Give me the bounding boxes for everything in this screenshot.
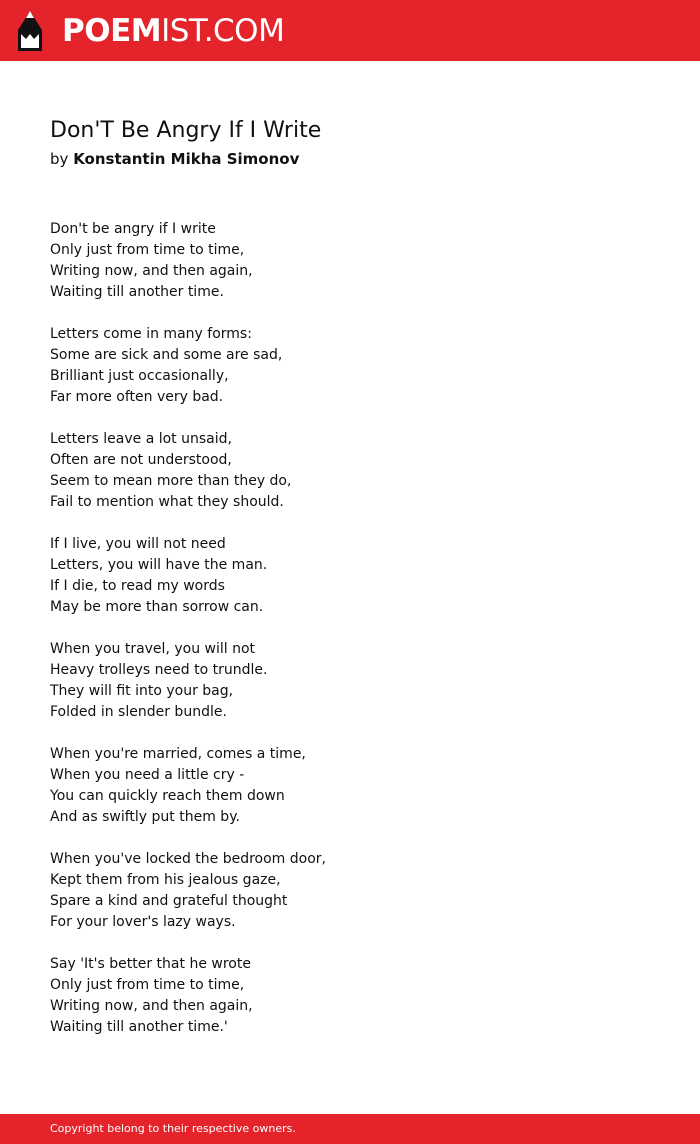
poem-line: When you need a little cry - bbox=[50, 767, 245, 783]
poem-line: Folded in slender bundle. bbox=[50, 704, 227, 720]
poem-line: Letters come in many forms: bbox=[50, 326, 252, 342]
poem-stanza bbox=[50, 534, 650, 618]
poem-title: Don'T Be Angry If I Write bbox=[50, 118, 322, 143]
poem-line: Fail to mention what they should. bbox=[50, 494, 284, 510]
poem-line: Kept them from his jealous gaze, bbox=[50, 872, 281, 888]
poem-line: Letters, you will have the man. bbox=[50, 557, 268, 573]
poem-line: Waiting till another time.' bbox=[50, 1019, 228, 1035]
poem-line: Writing now, and then again, bbox=[50, 263, 253, 279]
poem-stanza bbox=[50, 429, 650, 513]
poem-stanza bbox=[50, 849, 650, 933]
poem-line: Letters leave a lot unsaid, bbox=[50, 431, 232, 447]
poem-line: If I die, to read my words bbox=[50, 578, 225, 594]
poem-line: Waiting till another time. bbox=[50, 284, 224, 300]
poem-line: And as swiftly put them by. bbox=[50, 809, 240, 825]
poem-stanza bbox=[50, 219, 650, 303]
site-footer bbox=[0, 1114, 700, 1144]
poem-line: Brilliant just occasionally, bbox=[50, 368, 229, 384]
brand-bold-text: POEM bbox=[62, 13, 162, 49]
poem-line: Don't be angry if I write bbox=[50, 221, 216, 237]
author-name: Konstantin Mikha Simonov bbox=[73, 150, 300, 168]
site-logo-text[interactable] bbox=[62, 11, 284, 51]
by-label: by bbox=[50, 150, 69, 168]
site-header bbox=[0, 0, 700, 61]
poem-line: May be more than sorrow can. bbox=[50, 599, 264, 615]
brand-light-text: IST.COM bbox=[161, 13, 285, 49]
poem-stanza bbox=[50, 954, 650, 1038]
poem-line: Some are sick and some are sad, bbox=[50, 347, 283, 363]
poem-line: Far more often very bad. bbox=[50, 389, 224, 405]
poem-stanza bbox=[50, 639, 650, 723]
poem-line: Say 'It's better that he wrote bbox=[50, 956, 251, 972]
poem-line: Spare a kind and grateful thought bbox=[50, 893, 288, 909]
poem-line: Heavy trolleys need to trundle. bbox=[50, 662, 268, 678]
poem-line: You can quickly reach them down bbox=[50, 788, 285, 804]
byline bbox=[50, 148, 299, 170]
poem-line: Seem to mean more than they do, bbox=[50, 473, 292, 489]
poem-stanza bbox=[50, 324, 650, 408]
poem-line: For your lover's lazy ways. bbox=[50, 914, 236, 930]
poem-line: Writing now, and then again, bbox=[50, 998, 253, 1014]
poem-body bbox=[50, 219, 650, 1038]
poem-line: Often are not understood, bbox=[50, 452, 232, 468]
poem-line: They will fit into your bag, bbox=[50, 683, 234, 699]
pencil-tip-icon bbox=[17, 10, 43, 52]
poem-line: If I live, you will not need bbox=[50, 536, 226, 552]
poem-line: When you travel, you will not bbox=[50, 641, 256, 657]
poem-line: When you've locked the bedroom door, bbox=[50, 851, 326, 867]
copyright-text: Copyright belong to their respective owners. bbox=[50, 1122, 296, 1135]
poem-stanza bbox=[50, 744, 650, 828]
poem-line: Only just from time to time, bbox=[50, 977, 245, 993]
poem-line: When you're married, comes a time, bbox=[50, 746, 306, 762]
poem-line: Only just from time to time, bbox=[50, 242, 245, 258]
